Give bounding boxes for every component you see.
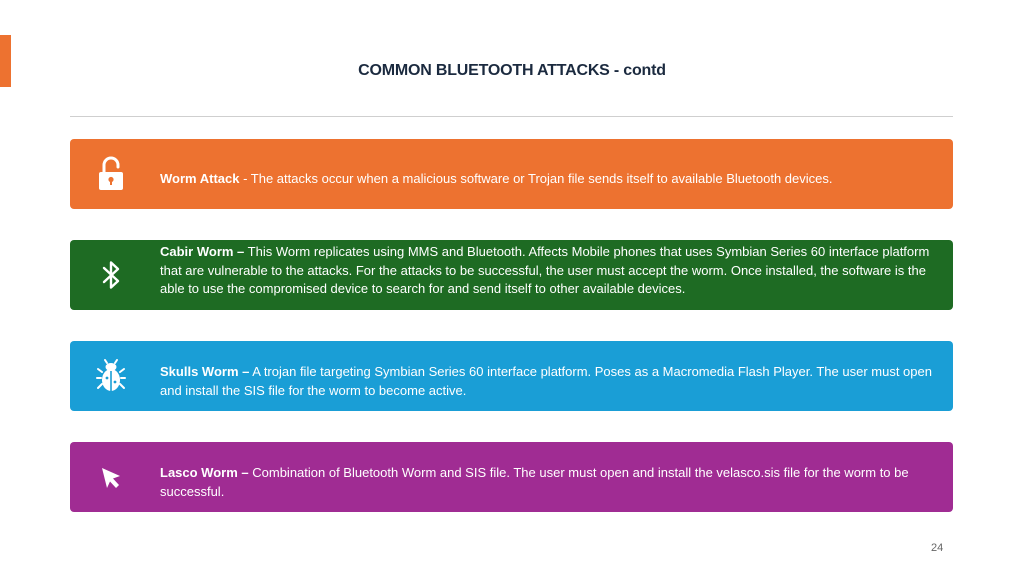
page-number: 24 bbox=[931, 542, 944, 554]
card-separator: - bbox=[239, 171, 251, 186]
card-text bbox=[160, 170, 935, 189]
title-divider bbox=[70, 116, 953, 117]
card-body: The attacks occur when a malicious software or Trojan file sends itself to available Bluetooth devices. bbox=[250, 171, 833, 186]
card-body: This Worm replicates using MMS and Bluetooth. Affects Mobile phones that uses Symbian Series 60 interface platform that are vulnerable to the attacks. For the attacks to be successful, the user must accept the worm. Once installed, the software is the able to use the compromised device to search for and send itself to other available devices. bbox=[160, 244, 930, 296]
card-heading: Cabir Worm – bbox=[160, 244, 245, 259]
card-heading: Lasco Worm – bbox=[160, 465, 249, 480]
card-heading: Worm Attack bbox=[160, 171, 240, 186]
bluetooth-icon bbox=[95, 257, 127, 293]
bug-icon bbox=[95, 358, 127, 394]
open-padlock-icon bbox=[95, 156, 127, 192]
card-cabir-worm bbox=[70, 240, 953, 310]
card-skulls-worm bbox=[70, 341, 953, 411]
slide-title: COMMON BLUETOOTH ATTACKS - contd bbox=[358, 62, 666, 79]
card-heading: Skulls Worm – bbox=[160, 364, 250, 379]
cursor-arrow-icon bbox=[95, 459, 127, 495]
card-text bbox=[160, 363, 935, 400]
card-lasco-worm bbox=[70, 442, 953, 512]
card-text bbox=[160, 243, 935, 299]
card-body: A trojan file targeting Symbian Series 60 interface platform. Poses as a Macromedia Flash Player. The user must open and install the SIS file for the worm to become active. bbox=[160, 364, 932, 398]
card-text bbox=[160, 464, 935, 501]
card-body: Combination of Bluetooth Worm and SIS file. The user must open and install the velasco.sis file for the worm to be successful. bbox=[160, 465, 909, 499]
card-worm-attack bbox=[70, 139, 953, 209]
